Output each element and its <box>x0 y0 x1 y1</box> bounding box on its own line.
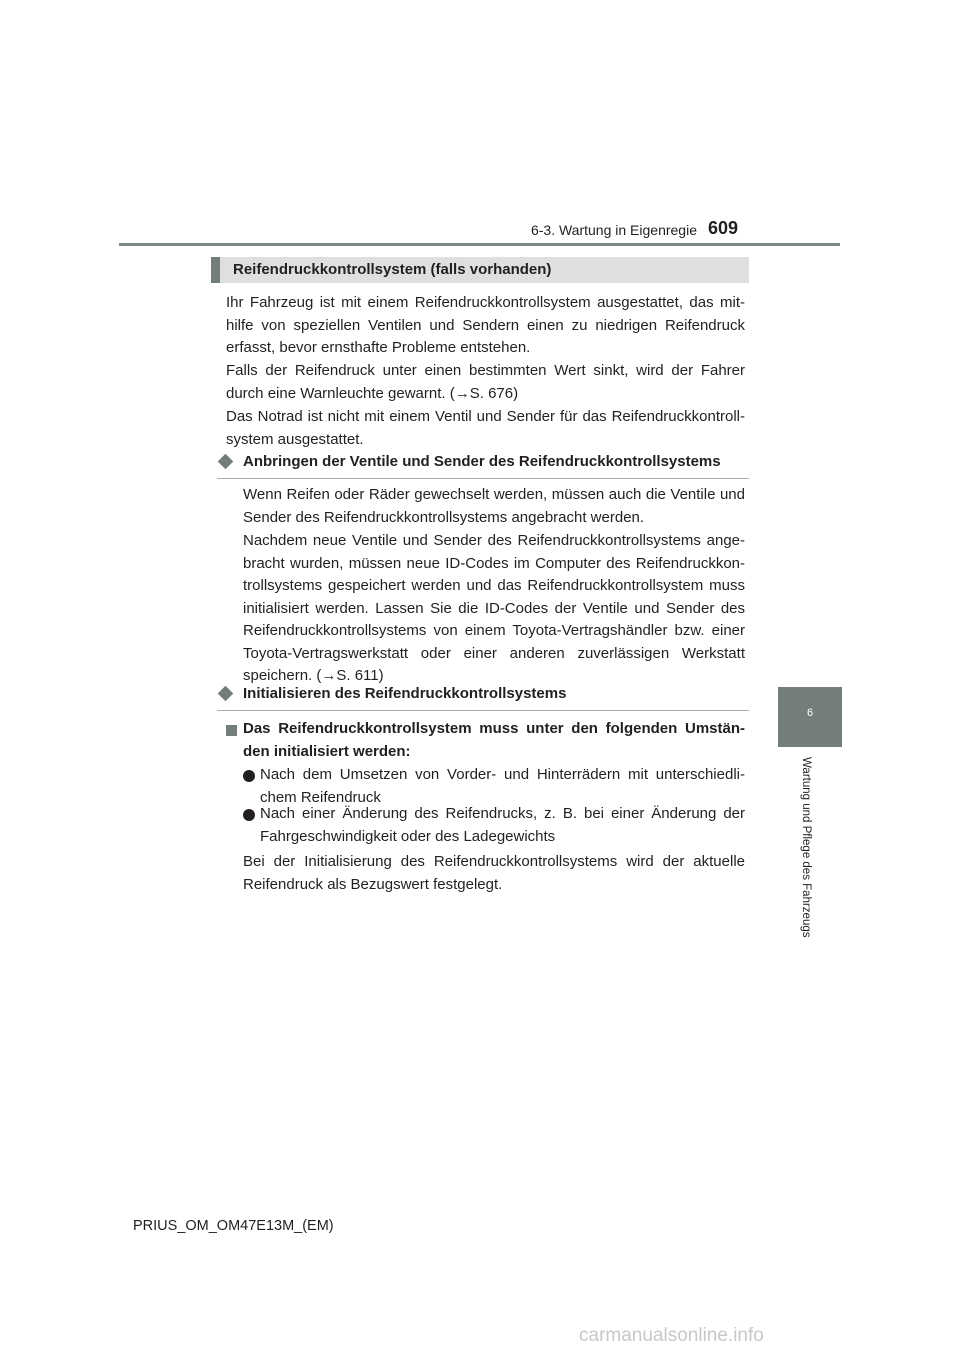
bullet-icon <box>243 770 255 782</box>
valves-paragraph-1: Wenn Reifen oder Räder gewechselt werden, müssen auch die Ventile und Sender des Reifendruckkontrollsystems angebracht werden. <box>243 486 745 526</box>
section-title-bar <box>211 257 749 283</box>
watermark: carmanualsonline.info <box>579 1325 764 1346</box>
intro-paragraph-2: Falls der Reifendruck unter einen bestimmten Wert sinkt, wird der Fahrer durch eine Warnleuchte gewarnt. (→S. 676) <box>226 362 745 402</box>
chapter-title: Wartung und Pflege des Fahrzeugs <box>800 757 812 938</box>
subsection-title: Anbringen der Ventile und Sender des Reifendruckkontrollsystems <box>243 453 721 470</box>
square-bullet-icon <box>226 725 237 736</box>
document-code: PRIUS_OM_OM47E13M_(EM) <box>133 1218 334 1234</box>
chapter-number: 6 <box>806 707 814 719</box>
page-number: 609 <box>708 218 739 238</box>
valves-paragraph-2: Nachdem neue Ventile und Sender des Reifendruckkontrollsystems angebracht wurden, müssen neue ID-Codes im Computer des Reifendruckkontrollsystems gespeichert werden und das Reifendruckkontrollsystem muss initialisiert werden. Lassen Sie die ID-Codes der Ventile und Sender des Reifendruckkontrollsystems von einem Toyota-Vertragshändler bzw. einer Toyota-Vertragswerkstatt oder einer anderen zuverlässigen Werkstatt speichern. (→S. 611) <box>243 532 745 684</box>
condition-item: Nach einer Änderung des Reifendrucks, z. B. bei einer Änderung der Fahrgeschwindigkeit oder des Ladegewichts <box>260 805 745 845</box>
chapter-tab[interactable] <box>778 687 842 747</box>
subsection-title: Initialisieren des Reifendruckkontrollsystems <box>243 685 567 702</box>
condition-item: Nach dem Umsetzen von Vorder- und Hinterrädern mit unterschiedlichem Reifendruck <box>260 766 745 806</box>
header-rule <box>119 243 840 246</box>
diamond-icon <box>218 686 234 702</box>
subsection-heading-valves <box>217 454 749 479</box>
section-title: Reifendruckkontrollsystem (falls vorhanden) <box>233 261 552 278</box>
intro-paragraph-1: Ihr Fahrzeug ist mit einem Reifendruckkontrollsystem ausgestattet, das mithilfe von speziellen Ventilen und Sendern einen zu niedrigen Reifendruck erfasst, bevor ernsthafte Probleme entstehen. <box>226 294 745 356</box>
diamond-icon <box>218 454 234 470</box>
closing-paragraph: Bei der Initialisierung des Reifendruckkontrollsystems wird der aktuelle Reifendruck als Bezugswert festgelegt. <box>243 853 745 893</box>
header-section-title: 6-3. Wartung in Eigenregie <box>530 222 697 238</box>
conditions-heading: Das Reifendruckkontrollsystem muss unter den folgenden Umständen initialisiert werden: <box>243 720 745 760</box>
bullet-icon <box>243 809 255 821</box>
subsection-heading-initialize <box>217 686 749 711</box>
intro-paragraph-3: Das Notrad ist nicht mit einem Ventil und Sender für das Reifendruckkontrollsystem ausgestattet. <box>226 408 745 448</box>
